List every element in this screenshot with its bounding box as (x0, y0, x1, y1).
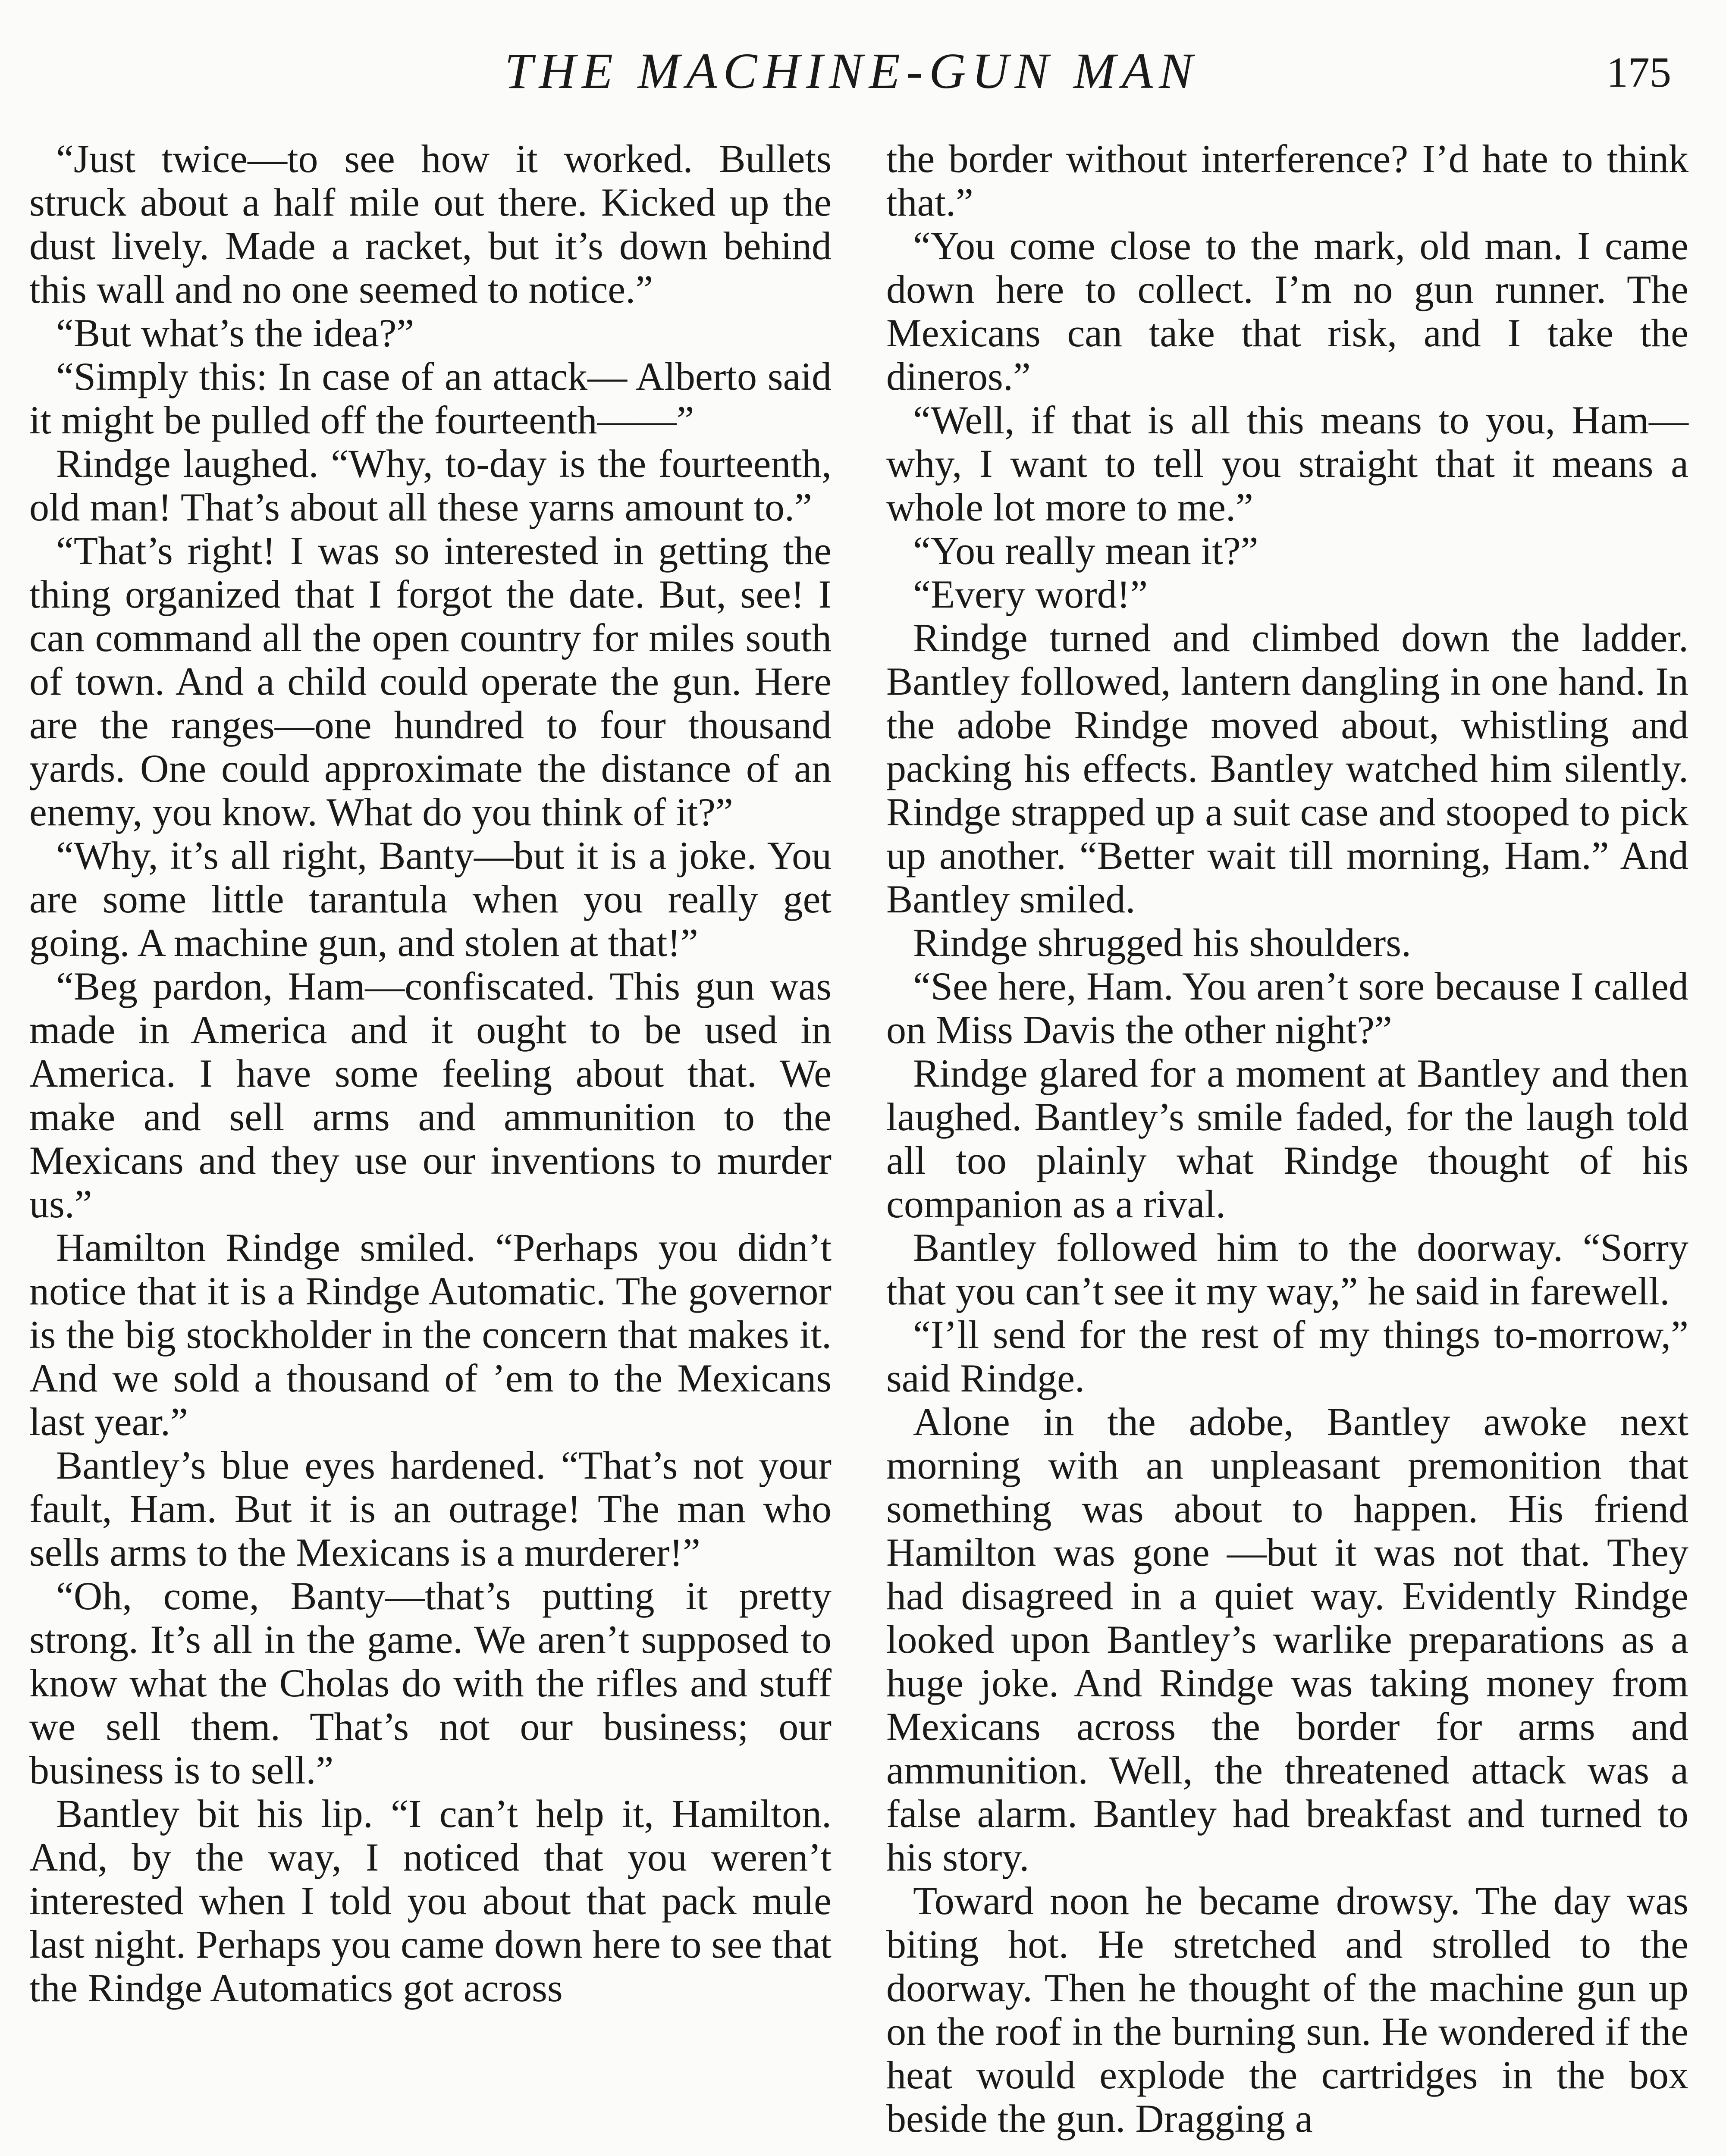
paragraph: Rindge shrugged his shoulders. (913, 921, 1412, 965)
paragraph: Alone in the adobe, Bantley awoke next morning with an unpleasant premonition that something was about to happen. His friend Hamilton was gone —but it was not that. They had disagreed in a quiet way. Evidently Rindge looked upon Bantley’s warlike preparations as a huge joke. And Rindge was taking money from Mexicans across the border for arms and ammunition. Well, the threatened attack was a false alarm. Bantley had breakfast and turned to his story. (886, 1400, 1688, 1879)
paragraph: “That’s right! I was so interested in getting the thing organized that I forgot the date. But, see! I can command all the open country for miles south of town. And a child could operate the gun. Here are the ranges—one hundred to four thousand yards. One could approximate the distance of an enemy, you know. What do you think of it?” (29, 529, 832, 834)
paragraph: Rindge glared for a moment at Bantley and then laughed. Bantley’s smile faded, for the laugh told all too plainly what Rindge thought of his companion as a rival. (886, 1051, 1688, 1226)
paragraph: Bantley bit his lip. “I can’t help it, Hamilton. And, by the way, I noticed that you weren’t interested when I told you about that pack mule last night. Perhaps you came down here to see that the Rindge Automatics got across (29, 1792, 832, 2010)
paragraph: “Why, it’s all right, Banty—but it is a joke. You are some little tarantula when you really get going. A machine gun, and stolen at that!” (29, 834, 832, 965)
paragraph: “I’ll send for the rest of my things to-morrow,” said Rindge. (886, 1313, 1688, 1400)
right-column (886, 137, 1688, 2140)
paragraph: “Every word!” (913, 572, 1148, 616)
left-column (29, 137, 832, 2010)
paragraph: “You come close to the mark, old man. I came down here to collect. I’m no gun runner. The Mexicans can take that risk, and I take the dineros.” (886, 224, 1688, 398)
paragraph: Rindge laughed. “Why, to-day is the fourteenth, old man! That’s about all these yarns amount to.” (29, 442, 832, 529)
paragraph: Bantley followed him to the doorway. “Sorry that you can’t see it my way,” he said in farewell. (886, 1225, 1688, 1313)
paragraph: “Oh, come, Banty—that’s putting it pretty strong. It’s all in the game. We aren’t supposed to know what the Cholas do with the rifles and stuff we sell them. That’s not our business; our business is to sell.” (29, 1574, 832, 1792)
paragraph: “Simply this: In case of an attack— Alberto said it might be pulled off the fourteenth——” (29, 354, 832, 442)
paragraph: Rindge turned and climbed down the ladder. Bantley followed, lantern dangling in one hand. In the adobe Rindge moved about, whistling and packing his effects. Bantley watched him silently. Rindge strapped up a suit case and stooped to pick up another. “Better wait till morning, Ham.” And Bantley smiled. (886, 616, 1688, 921)
paragraph: Hamilton Rindge smiled. “Perhaps you didn’t notice that it is a Rindge Automatic. The governor is the big stockholder in the concern that makes it. And we sold a thousand of ’em to the Mexicans last year.” (29, 1225, 832, 1444)
paragraph: “Well, if that is all this means to you, Ham—why, I want to tell you straight that it means a whole lot more to me.” (886, 398, 1688, 529)
paragraph-continued: the border without interference? I’d hate to think that.” (886, 137, 1688, 224)
running-header (0, 41, 1726, 110)
paragraph: “You really mean it?” (913, 529, 1258, 573)
paragraph: “Beg pardon, Ham—confiscated. This gun was made in America and it ought to be used in America. I have some feeling about that. We make and sell arms and ammunition to the Mexicans and they use our inventions to murder us.” (29, 964, 832, 1226)
running-title: THE MACHINE-GUN MAN (505, 43, 1199, 99)
paragraph: “But what’s the idea?” (56, 311, 414, 355)
paragraph: Toward noon he became drowsy. The day was biting hot. He stretched and strolled to the doorway. Then he thought of the machine gun up on the roof in the burning sun. He wondered if the heat would explode the cartridges in the box beside the gun. Dragging a (886, 1879, 1688, 2140)
paragraph: Bantley’s blue eyes hardened. “That’s not your fault, Ham. But it is an outrage! The man who sells arms to the Mexicans is a murderer!” (29, 1443, 832, 1574)
page-number: 175 (1607, 48, 1671, 96)
paragraph: “See here, Ham. You aren’t sore because I called on Miss Davis the other night?” (886, 964, 1688, 1052)
paragraph: “Just twice—to see how it worked. Bullets struck about a half mile out there. Kicked up the dust lively. Made a racket, but it’s down behind this wall and no one seemed to notice.” (29, 137, 832, 311)
